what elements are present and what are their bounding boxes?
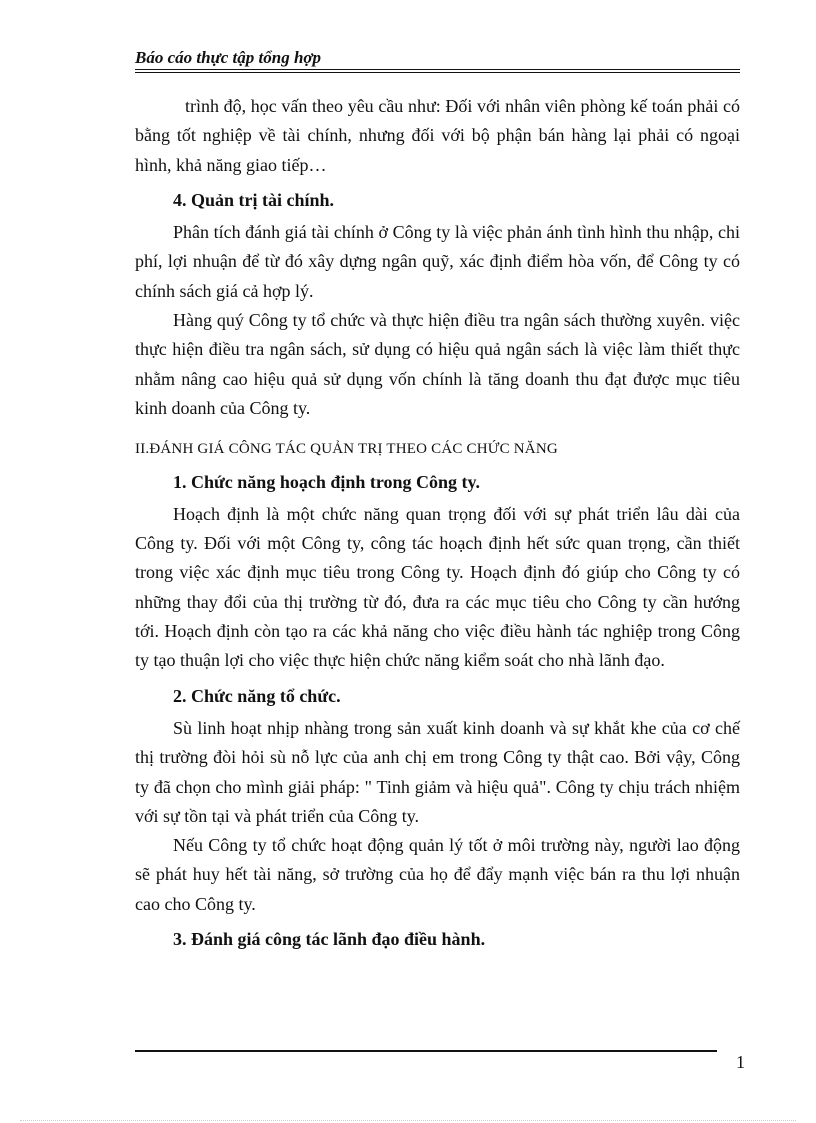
running-header: Báo cáo thực tập tổng hợp: [135, 48, 322, 67]
header-rule-thin: [135, 72, 740, 73]
paragraph: Nếu Công ty tổ chức hoạt động quản lý tốt ở môi trường này, người lao động sẽ phát huy hết tài năng, sở trường của họ để đẩy mạnh việc bán ra thu lợi nhuận cao cho Công ty.: [135, 835, 740, 914]
paragraph-continued: trình độ, học vấn theo yêu cầu như: Đối với nhân viên phòng kế toán phải có bằng tốt nghiệp về tài chính, nhưng đối với bộ phận bán hàng lại phải có ngoại hình, khả năng giao tiếp…: [135, 96, 740, 175]
heading-organizing-function: 2. Chức năng tổ chức.: [173, 685, 341, 706]
footer-rule: [135, 1050, 717, 1052]
section-heading: II.ĐÁNH GIÁ CÔNG TÁC QUẢN TRỊ THEO CÁC CHỨC NĂNG: [135, 441, 558, 458]
heading-leadership-evaluation: 3. Đánh giá công tác lãnh đạo điều hành.: [173, 929, 486, 950]
paragraph: Hàng quý Công ty tổ chức và thực hiện điều tra ngân sách thường xuyên. việc thực hiện điều tra ngân sách, sử dụng có hiệu quả ngân sách là việc làm thiết thực nhằm nâng cao hiệu quả sử dụng vốn chính là tăng doanh thu đạt được mục tiêu kinh doanh của Công ty.: [135, 310, 740, 418]
heading-financial-management: 4. Quản trị tài chính.: [173, 189, 335, 210]
page-body: [135, 92, 740, 957]
page-number: 1: [736, 1052, 745, 1072]
paragraph: Phân tích đánh giá tài chính ở Công ty là việc phản ánh tình hình thu nhập, chi phí, lợi nhuận để từ đó xây dựng ngân quỹ, xác định điểm hòa vốn, để Công ty có chính sách giá cả hợp lý.: [135, 222, 740, 301]
paragraph: Hoạch định là một chức năng quan trọng đối với sự phát triển lâu dài của Công ty. Đối với một Công ty, công tác hoạch định hết sức quan trọng, cần thiết trong việc xác định mục tiêu trong Công ty. Hoạch định đó giúp cho Công ty có những thay đổi của thị trường từ đó, đưa ra các mục tiêu cho Công ty cần hướng tới. Hoạch định còn tạo ra các khả năng cho việc điều hành tác nghiệp trong Công ty tạo thuận lợi cho việc thực hiện chức năng kiểm soát cho nhà lãnh đạo.: [135, 503, 740, 671]
page-edge-dots: [20, 1120, 796, 1121]
heading-planning-function: 1. Chức năng hoạch định trong Công ty.: [173, 471, 481, 492]
header-rule-thick: [135, 69, 740, 70]
paragraph: Sù linh hoạt nhịp nhàng trong sản xuất kinh doanh và sự khắt khe của cơ chế thị trường đòi hỏi sù nỗ lực của anh chị em trong Công ty thật cao. Bởi vậy, Công ty đã chọn cho mình giải pháp: " Tinh giảm và hiệu quả". Công ty chịu trách nhiệm với sự tồn tại và phát triển của Công ty.: [135, 717, 740, 826]
